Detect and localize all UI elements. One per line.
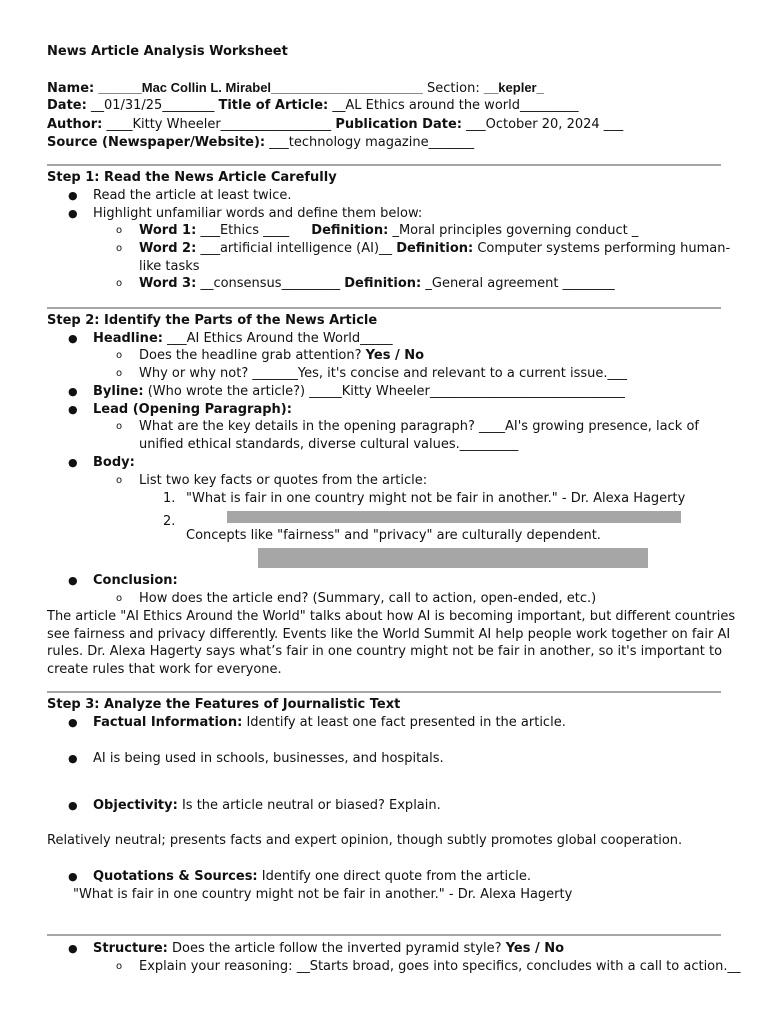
bullet-icon: ●	[68, 752, 78, 765]
lead-answer: What are the key details in the opening paragraph? ____AI's growing presence, lack of	[139, 419, 699, 434]
date-label: Date:	[47, 98, 87, 113]
structure-reason: Explain your reasoning: __Starts broad, goes into specifics, concludes with a call to action.__	[139, 959, 741, 974]
publication-date-value: ___October 20, 2024 ___	[466, 117, 624, 132]
step2-heading: Step 2: Identify the Parts of the News Article	[47, 313, 378, 328]
headline-value: ___AI Ethics Around the World_____	[167, 331, 393, 346]
objectivity-question: Is the article neutral or biased? Explain.	[181, 798, 441, 813]
fact1-text: "What is fair in one country might not be fair in another." - Dr. Alexa Hagerty	[186, 491, 686, 506]
objectivity-line	[93, 797, 441, 815]
yes-no-choice: Yes / No	[365, 348, 425, 363]
factual-answer: AI is being used in schools, businesses, and hospitals.	[93, 751, 444, 766]
step3-heading: Step 3: Analyze the Features of Journalistic Text	[47, 697, 401, 712]
objectivity-label: Objectivity:	[93, 798, 178, 813]
circle-bullet-icon: o	[116, 368, 123, 379]
body-question: List two key facts or quotes from the article:	[139, 473, 428, 488]
word3-value: __consensus_________	[200, 276, 341, 291]
byline-label: Byline:	[93, 384, 144, 399]
article-title-value: __AL Ethics around the world_________	[332, 98, 579, 113]
structure-question: Does the article follow the inverted pyramid style?	[172, 941, 502, 956]
conclusion-answer-line-4: create rules that work for everyone.	[47, 662, 282, 677]
definition2-label: Definition:	[396, 241, 474, 256]
word2-value: ___artificial intelligence (AI)__	[200, 241, 393, 256]
bullet-icon: ●	[68, 385, 78, 398]
objectivity-answer: Relatively neutral; presents facts and expert opinion, though subtly promotes global cooperation.	[47, 833, 683, 848]
definition3-label: Definition:	[344, 276, 422, 291]
section-label: Section:	[427, 81, 480, 96]
bullet-icon: ●	[68, 870, 78, 883]
author-line	[47, 116, 623, 134]
definition1-value: _Moral principles governing conduct _	[392, 223, 639, 238]
circle-bullet-icon: o	[116, 225, 123, 236]
bullet-icon: ●	[68, 716, 78, 729]
divider	[47, 691, 721, 693]
quotes-question: Identify one direct quote from the article.	[261, 869, 532, 884]
byline-value: (Who wrote the article?) _____Kitty Wheeler______________________________	[147, 384, 625, 399]
name-label: Name:	[47, 81, 95, 96]
bullet-icon: ●	[68, 207, 78, 220]
lead-label: Lead (Opening Paragraph):	[93, 402, 292, 417]
factual-question: Identify at least one fact presented in the article.	[246, 715, 566, 730]
divider	[47, 934, 721, 936]
conclusion-answer-line-2: see fairness and privacy differently. Events like the World Summit AI help people work together on fair AI	[47, 627, 731, 642]
article-title-label: Title of Article:	[218, 98, 329, 113]
conclusion-label: Conclusion:	[93, 573, 178, 588]
word2-label: Word 2:	[139, 241, 197, 256]
headline-line	[93, 330, 393, 348]
bullet-icon: ●	[68, 456, 78, 469]
structure-yes-no: Yes / No	[505, 941, 565, 956]
byline-line	[93, 383, 625, 401]
definition3-value: _General agreement ________	[425, 276, 615, 291]
word1-value: ___Ethics ____	[200, 223, 290, 238]
definition2-continued: like tasks	[139, 259, 200, 274]
fact2-text: Concepts like "fairness" and "privacy" are culturally dependent.	[186, 528, 601, 543]
fact1-number: 1.	[163, 491, 176, 506]
bullet-icon: ●	[68, 799, 78, 812]
structure-label: Structure:	[93, 941, 168, 956]
body-label: Body:	[93, 455, 135, 470]
bullet-icon: ●	[68, 332, 78, 345]
circle-bullet-icon: o	[116, 278, 123, 289]
bullet-icon: ●	[68, 574, 78, 587]
bullet-icon: ●	[68, 189, 78, 202]
structure-line	[93, 940, 564, 958]
section-value: __kepler_	[483, 80, 544, 95]
source-value: ___technology magazine_______	[269, 135, 475, 150]
factual-label: Factual Information:	[93, 715, 243, 730]
conclusion-question: How does the article end? (Summary, call to action, open-ended, etc.)	[139, 591, 597, 606]
gray-highlight-bar	[258, 548, 648, 568]
word1-line	[139, 222, 638, 240]
definition2-value: Computer systems performing human-	[477, 241, 731, 256]
word3-line	[139, 275, 615, 293]
definition1-label: Definition:	[311, 223, 389, 238]
name-line	[47, 79, 544, 98]
headline-grab-question	[139, 347, 424, 365]
lead-answer-continued: unified ethical standards, diverse cultural values._________	[139, 437, 519, 452]
divider	[47, 307, 721, 309]
source-label: Source (Newspaper/Website):	[47, 135, 266, 150]
word1-label: Word 1:	[139, 223, 197, 238]
quotes-label: Quotations & Sources:	[93, 869, 258, 884]
headline-grab-text: Does the headline grab attention?	[139, 348, 362, 363]
quotes-answer: "What is fair in one country might not be fair in another." - Dr. Alexa Hagerty	[73, 887, 573, 902]
headline-why-answer: Why or why not? _______Yes, it's concise and relevant to a current issue.___	[139, 366, 628, 381]
word2-line	[139, 240, 730, 258]
step1-bullet-2: Highlight unfamiliar words and define them below:	[93, 206, 423, 221]
factual-line	[93, 714, 566, 732]
circle-bullet-icon: o	[116, 475, 123, 486]
circle-bullet-icon: o	[116, 593, 123, 604]
source-line	[47, 134, 474, 152]
conclusion-answer-line-1: The article "AI Ethics Around the World" talks about how AI is becoming important, but different countries	[47, 609, 736, 624]
bullet-icon: ●	[68, 403, 78, 416]
circle-bullet-icon: o	[116, 350, 123, 361]
headline-label: Headline:	[93, 331, 163, 346]
divider	[47, 164, 721, 166]
conclusion-answer-line-3: rules. Dr. Alexa Hagerty says what’s fair in one country might not be fair in another, so it's important to	[47, 644, 723, 659]
author-value: ____Kitty Wheeler_________________	[106, 117, 332, 132]
gray-highlight-bar	[227, 511, 681, 523]
name-value: ______Mac Collin L. Mirabel_____________________	[98, 80, 423, 95]
quotes-line	[93, 868, 531, 886]
circle-bullet-icon: o	[116, 421, 123, 432]
author-label: Author:	[47, 117, 103, 132]
step1-heading: Step 1: Read the News Article Carefully	[47, 170, 337, 185]
word3-label: Word 3:	[139, 276, 197, 291]
publication-date-label: Publication Date:	[335, 117, 462, 132]
circle-bullet-icon: o	[116, 243, 123, 254]
worksheet-title: News Article Analysis Worksheet	[47, 44, 288, 59]
date-line	[47, 97, 578, 115]
step1-bullet-1: Read the article at least twice.	[93, 188, 292, 203]
date-value: __01/31/25________	[90, 98, 215, 113]
fact2-number: 2.	[163, 514, 176, 529]
bullet-icon: ●	[68, 942, 78, 955]
circle-bullet-icon: o	[116, 961, 123, 972]
